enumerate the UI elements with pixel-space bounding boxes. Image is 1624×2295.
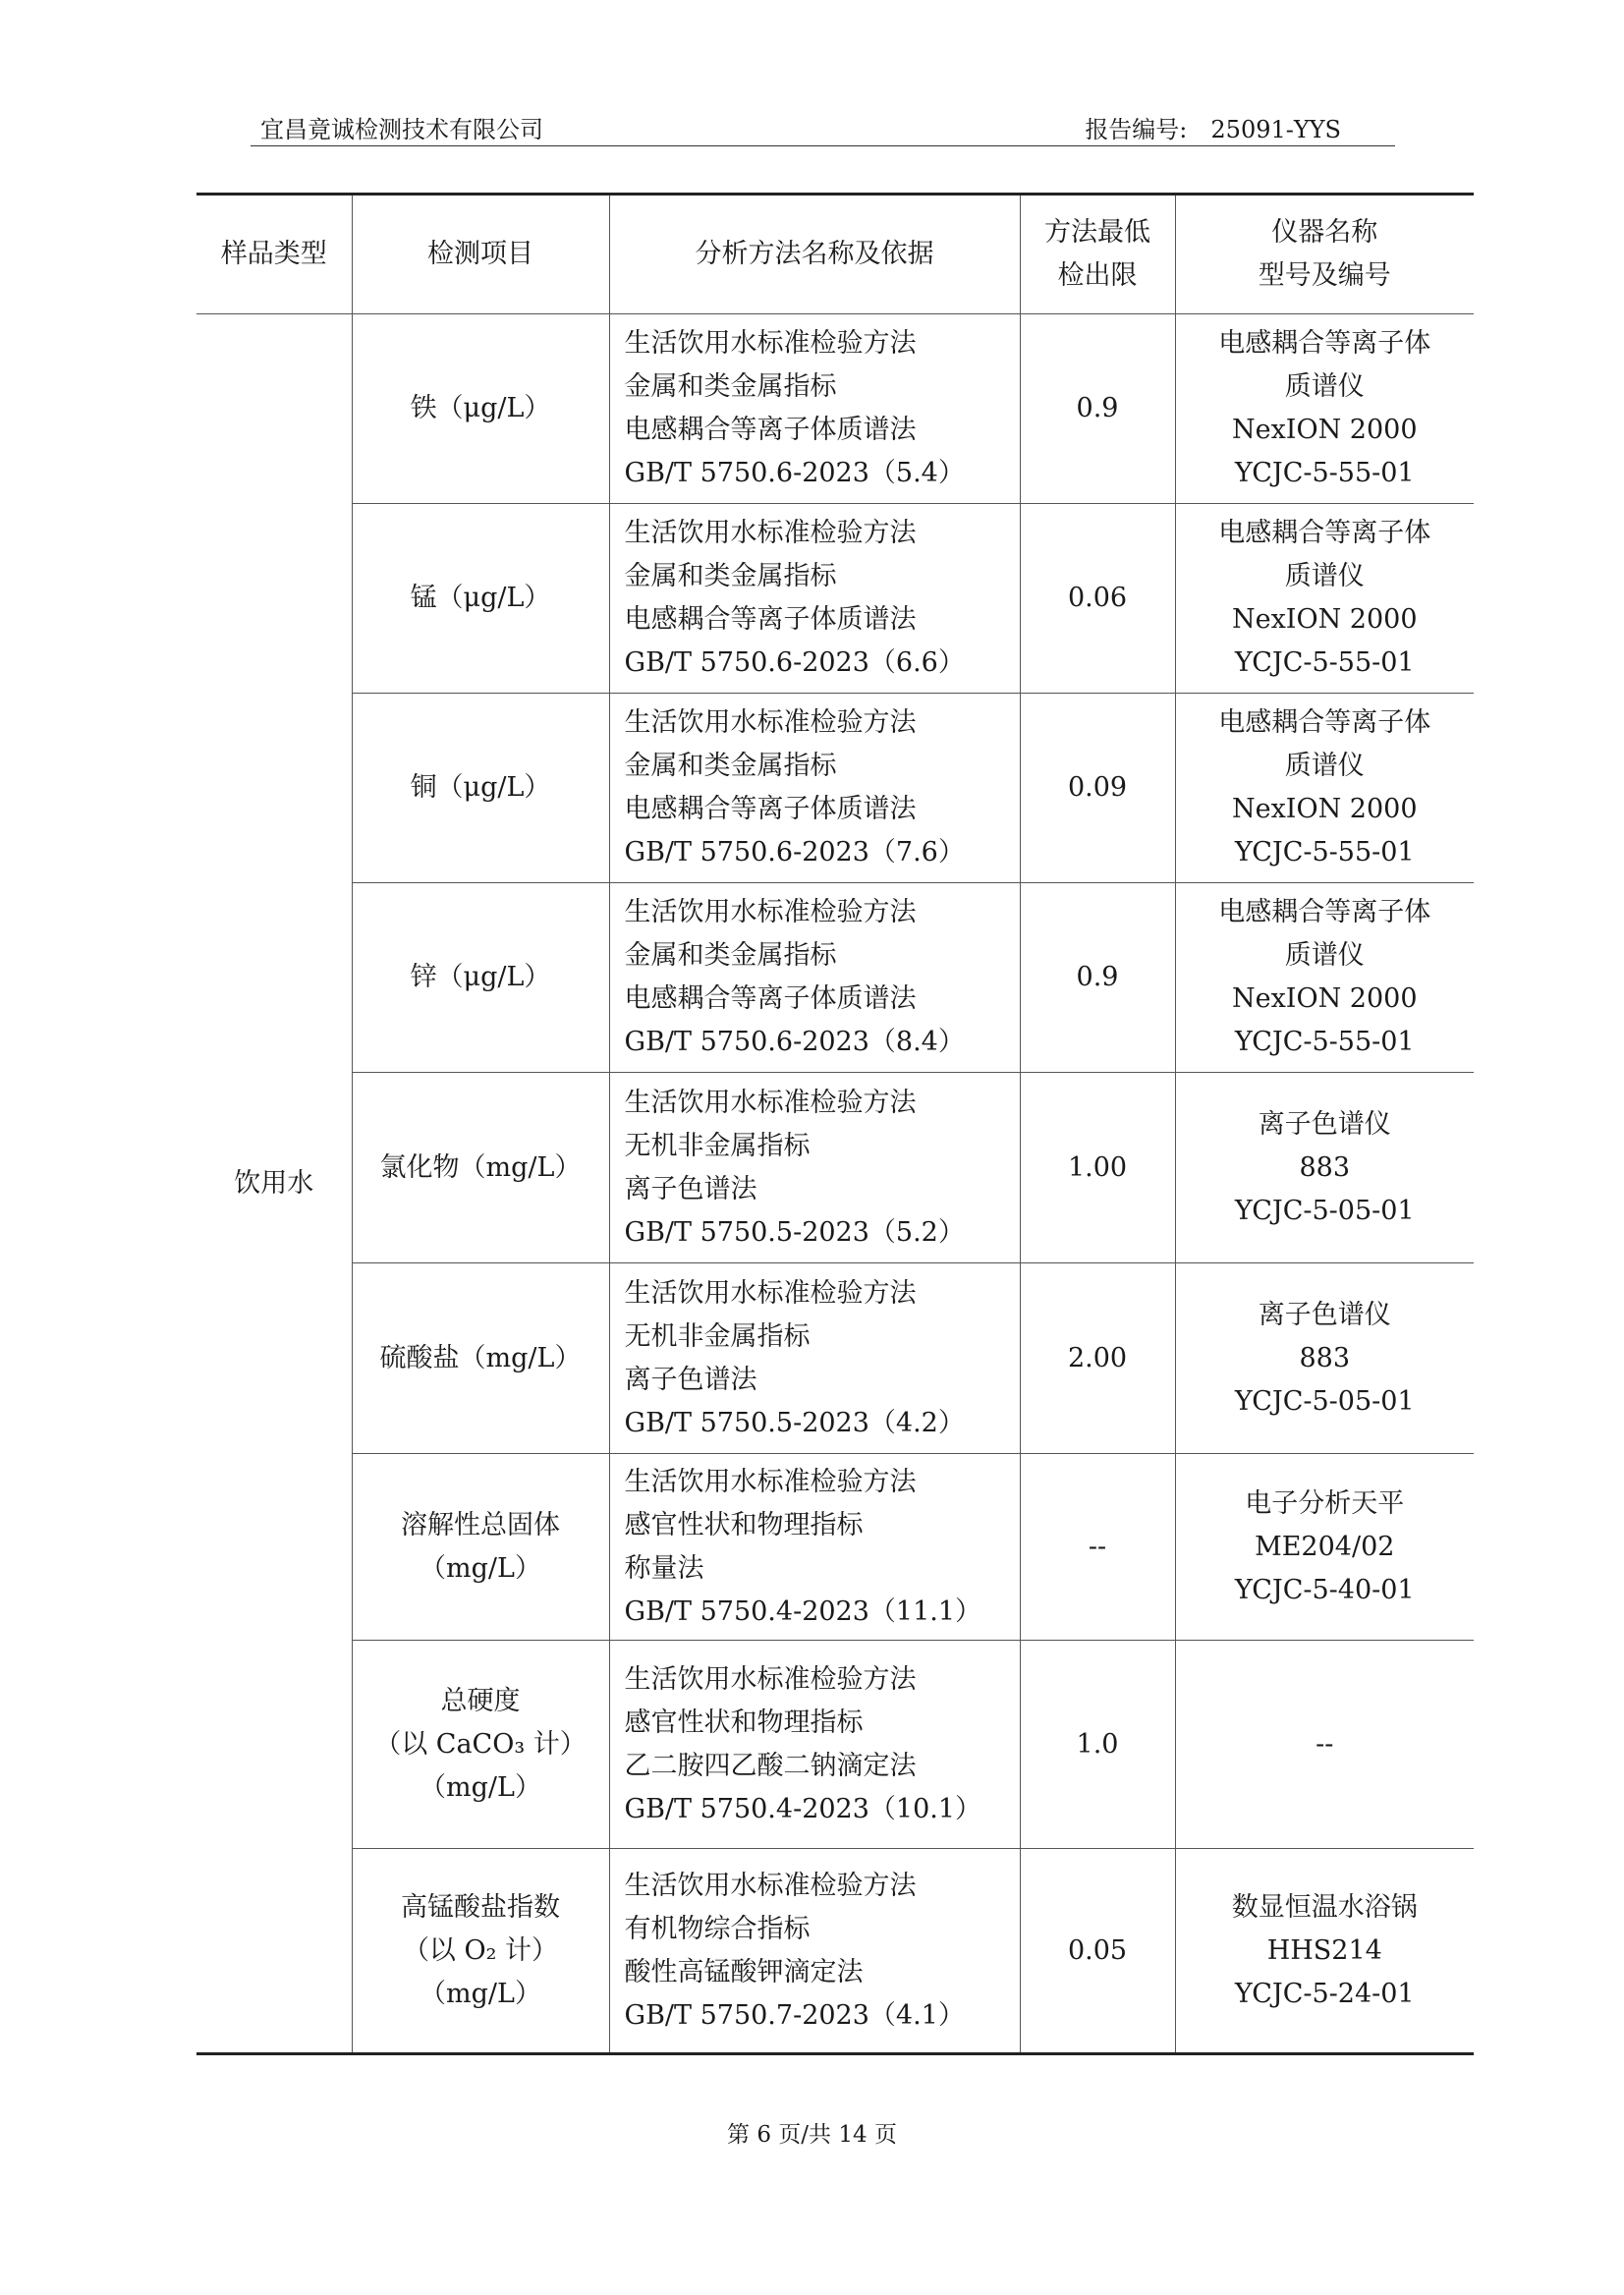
- method-cell-line: 生活饮用水标准检验方法: [624, 1466, 917, 1497]
- instrument-cell-line: --: [1316, 1728, 1334, 1760]
- method-cell-line: 电感耦合等离子体质谱法: [624, 794, 917, 824]
- method-cell-line: 生活饮用水标准检验方法: [624, 897, 917, 927]
- item-cell-line: 高锰酸盐指数: [401, 1891, 560, 1923]
- item-cell: [352, 694, 609, 883]
- instrument-cell-line: 电感耦合等离子体: [1218, 897, 1431, 927]
- table-row: [196, 1073, 1474, 1263]
- method-cell-line: GB/T 5750.4-2023（11.1）: [624, 1595, 982, 1627]
- method-cell-line: 生活饮用水标准检验方法: [624, 328, 917, 359]
- instrument-cell-line: YCJC-5-24-01: [1234, 1978, 1415, 2009]
- method-cell-line: 离子色谱法: [624, 1173, 757, 1204]
- item-cell-line: 锰（μg/L）: [410, 583, 551, 613]
- item-cell-line: 硫酸盐（mg/L）: [379, 1342, 582, 1373]
- header-instrument: 仪器名称 型号及编号: [1175, 195, 1474, 314]
- instrument-cell: [1175, 1454, 1474, 1641]
- header-divider: [251, 145, 1395, 146]
- limit-cell: 1.0: [1020, 1641, 1175, 1849]
- item-cell-line: 铁（μg/L）: [410, 393, 551, 423]
- limit-cell: 0.09: [1020, 694, 1175, 883]
- header-method: 分析方法名称及依据: [609, 195, 1020, 314]
- method-cell-line: 感官性状和物理指标: [624, 1509, 864, 1540]
- method-cell-line: 生活饮用水标准检验方法: [624, 1277, 917, 1309]
- limit-cell: 0.06: [1020, 504, 1175, 694]
- table-row: [196, 1849, 1474, 2054]
- method-cell-line: GB/T 5750.6-2023（8.4）: [624, 1027, 965, 1057]
- instrument-cell-line: 电感耦合等离子体: [1218, 328, 1431, 359]
- item-cell: [352, 883, 609, 1073]
- instrument-cell-line: YCJC-5-55-01: [1234, 837, 1415, 868]
- method-cell: [609, 1073, 1020, 1263]
- instrument-cell-line: 883: [1299, 1342, 1351, 1373]
- limit-cell: 0.9: [1020, 883, 1175, 1073]
- header-item: 检测项目: [352, 195, 609, 314]
- method-cell-line: 有机物综合指标: [624, 1913, 811, 1944]
- method-cell-line: 称量法: [624, 1552, 704, 1584]
- instrument-cell-line: 质谱仪: [1284, 371, 1365, 402]
- table-row: [196, 883, 1474, 1073]
- sample-type-cell: 饮用水: [196, 314, 352, 2054]
- table-row: [196, 504, 1474, 694]
- method-cell-line: 生活饮用水标准检验方法: [624, 1663, 917, 1695]
- instrument-cell-line: YCJC-5-55-01: [1234, 647, 1415, 678]
- table-row: [196, 694, 1474, 883]
- method-cell-line: 电感耦合等离子体质谱法: [624, 983, 917, 1014]
- item-cell-line: 溶解性总固体: [401, 1509, 560, 1540]
- instrument-cell-line: YCJC-5-55-01: [1234, 1027, 1415, 1057]
- method-cell-line: 生活饮用水标准检验方法: [624, 707, 917, 738]
- method-cell-line: 感官性状和物理指标: [624, 1707, 864, 1738]
- item-cell: [352, 314, 609, 504]
- item-cell: [352, 1073, 609, 1263]
- instrument-cell-line: YCJC-5-40-01: [1234, 1574, 1415, 1605]
- report-number-label: 报告编号:: [1085, 116, 1188, 143]
- method-cell: [609, 1641, 1020, 1849]
- item-cell: [352, 1641, 609, 1849]
- instrument-cell: [1175, 1641, 1474, 1849]
- limit-cell: 0.05: [1020, 1849, 1175, 2054]
- item-cell: [352, 1454, 609, 1641]
- item-cell-line: （mg/L）: [420, 1771, 541, 1803]
- instrument-cell-line: 质谱仪: [1284, 751, 1365, 781]
- instrument-cell: [1175, 1263, 1474, 1454]
- instrument-cell: [1175, 314, 1474, 504]
- limit-cell: 2.00: [1020, 1263, 1175, 1454]
- instrument-cell-line: 离子色谱仪: [1258, 1108, 1391, 1140]
- method-cell: [609, 314, 1020, 504]
- company-name: 宜昌竟诚检测技术有限公司: [260, 116, 543, 143]
- page-number: 第 6 页/共 14 页: [727, 2122, 897, 2148]
- instrument-cell-line: 数显恒温水浴锅: [1231, 1891, 1418, 1923]
- instrument-cell-line: 电感耦合等离子体: [1218, 707, 1431, 738]
- method-cell-line: 金属和类金属指标: [624, 940, 837, 971]
- item-cell-line: （以 CaCO₃ 计）: [374, 1728, 587, 1760]
- item-cell-line: 锌（μg/L）: [410, 962, 551, 992]
- limit-cell: 0.9: [1020, 314, 1175, 504]
- instrument-cell-line: NexION 2000: [1231, 983, 1418, 1014]
- instrument-cell: [1175, 1073, 1474, 1263]
- instrument-cell-line: 质谱仪: [1284, 940, 1365, 971]
- instrument-cell-line: YCJC-5-05-01: [1234, 1385, 1415, 1417]
- method-cell: [609, 883, 1020, 1073]
- method-cell: [609, 694, 1020, 883]
- instrument-cell: [1175, 694, 1474, 883]
- item-cell: [352, 504, 609, 694]
- method-cell-line: 电感耦合等离子体质谱法: [624, 604, 917, 635]
- header-limit: 方法最低 检出限: [1020, 195, 1175, 314]
- report-number-value: 25091-YYS: [1210, 116, 1341, 143]
- method-cell-line: 金属和类金属指标: [624, 371, 837, 402]
- method-cell-line: GB/T 5750.5-2023（4.2）: [624, 1407, 965, 1438]
- method-cell-line: 金属和类金属指标: [624, 751, 837, 781]
- instrument-cell-line: HHS214: [1266, 1934, 1382, 1966]
- instrument-cell: [1175, 883, 1474, 1073]
- item-cell-line: 铜（μg/L）: [410, 772, 551, 803]
- item-cell: [352, 1263, 609, 1454]
- method-cell: [609, 504, 1020, 694]
- limit-cell: 1.00: [1020, 1073, 1175, 1263]
- method-cell: [609, 1849, 1020, 2054]
- item-cell-line: 氯化物（mg/L）: [379, 1151, 582, 1183]
- instrument-cell-line: NexION 2000: [1231, 604, 1418, 635]
- limit-cell: --: [1020, 1454, 1175, 1641]
- method-cell-line: 电感耦合等离子体质谱法: [624, 415, 917, 445]
- method-cell-line: 生活饮用水标准检验方法: [624, 518, 917, 548]
- instrument-cell-line: 电子分析天平: [1245, 1487, 1405, 1519]
- item-cell-line: 总硬度: [440, 1685, 521, 1716]
- instrument-cell: [1175, 504, 1474, 694]
- method-cell-line: 生活饮用水标准检验方法: [624, 1870, 917, 1901]
- method-cell-line: 无机非金属指标: [624, 1320, 811, 1352]
- instrument-cell-line: 离子色谱仪: [1258, 1299, 1391, 1330]
- table-row: [196, 1454, 1474, 1641]
- method-cell: [609, 1263, 1020, 1454]
- table-header-row: [196, 195, 1474, 314]
- instrument-cell-line: YCJC-5-05-01: [1234, 1195, 1415, 1226]
- item-cell-line: （以 O₂ 计）: [402, 1934, 559, 1966]
- instrument-cell-line: NexION 2000: [1231, 415, 1418, 445]
- test-method-table: [196, 193, 1474, 2055]
- method-cell-line: GB/T 5750.6-2023（7.6）: [624, 837, 965, 868]
- report-number: [1085, 110, 1341, 144]
- instrument-cell-line: 质谱仪: [1284, 561, 1365, 591]
- instrument-cell-line: 883: [1299, 1151, 1351, 1183]
- instrument-cell-line: YCJC-5-55-01: [1234, 458, 1415, 488]
- instrument-cell: [1175, 1849, 1474, 2054]
- table-row: [196, 314, 1474, 504]
- method-cell-line: 金属和类金属指标: [624, 561, 837, 591]
- method-cell-line: GB/T 5750.7-2023（4.1）: [624, 1999, 965, 2031]
- method-cell-line: 离子色谱法: [624, 1364, 757, 1395]
- table-body: [196, 314, 1474, 2054]
- page-header: [251, 106, 1395, 145]
- method-cell-line: GB/T 5750.6-2023（5.4）: [624, 458, 965, 488]
- method-cell-line: 无机非金属指标: [624, 1130, 811, 1161]
- instrument-cell-line: 电感耦合等离子体: [1218, 518, 1431, 548]
- item-cell: [352, 1849, 609, 2054]
- instrument-cell-line: ME204/02: [1255, 1531, 1395, 1562]
- method-cell-line: GB/T 5750.6-2023（6.6）: [624, 647, 965, 678]
- method-cell-line: GB/T 5750.5-2023（5.2）: [624, 1216, 965, 1248]
- item-cell-line: （mg/L）: [420, 1552, 541, 1584]
- item-cell-line: （mg/L）: [420, 1978, 541, 2009]
- method-cell-line: 酸性高锰酸钾滴定法: [624, 1956, 864, 1987]
- method-cell-line: 生活饮用水标准检验方法: [624, 1087, 917, 1118]
- header-sample-type: 样品类型: [196, 195, 352, 314]
- instrument-cell-line: NexION 2000: [1231, 794, 1418, 824]
- method-cell-line: GB/T 5750.4-2023（10.1）: [624, 1793, 982, 1824]
- table-row: [196, 1641, 1474, 1849]
- table-row: [196, 1263, 1474, 1454]
- method-cell-line: 乙二胺四乙酸二钠滴定法: [624, 1750, 917, 1781]
- method-cell: [609, 1454, 1020, 1641]
